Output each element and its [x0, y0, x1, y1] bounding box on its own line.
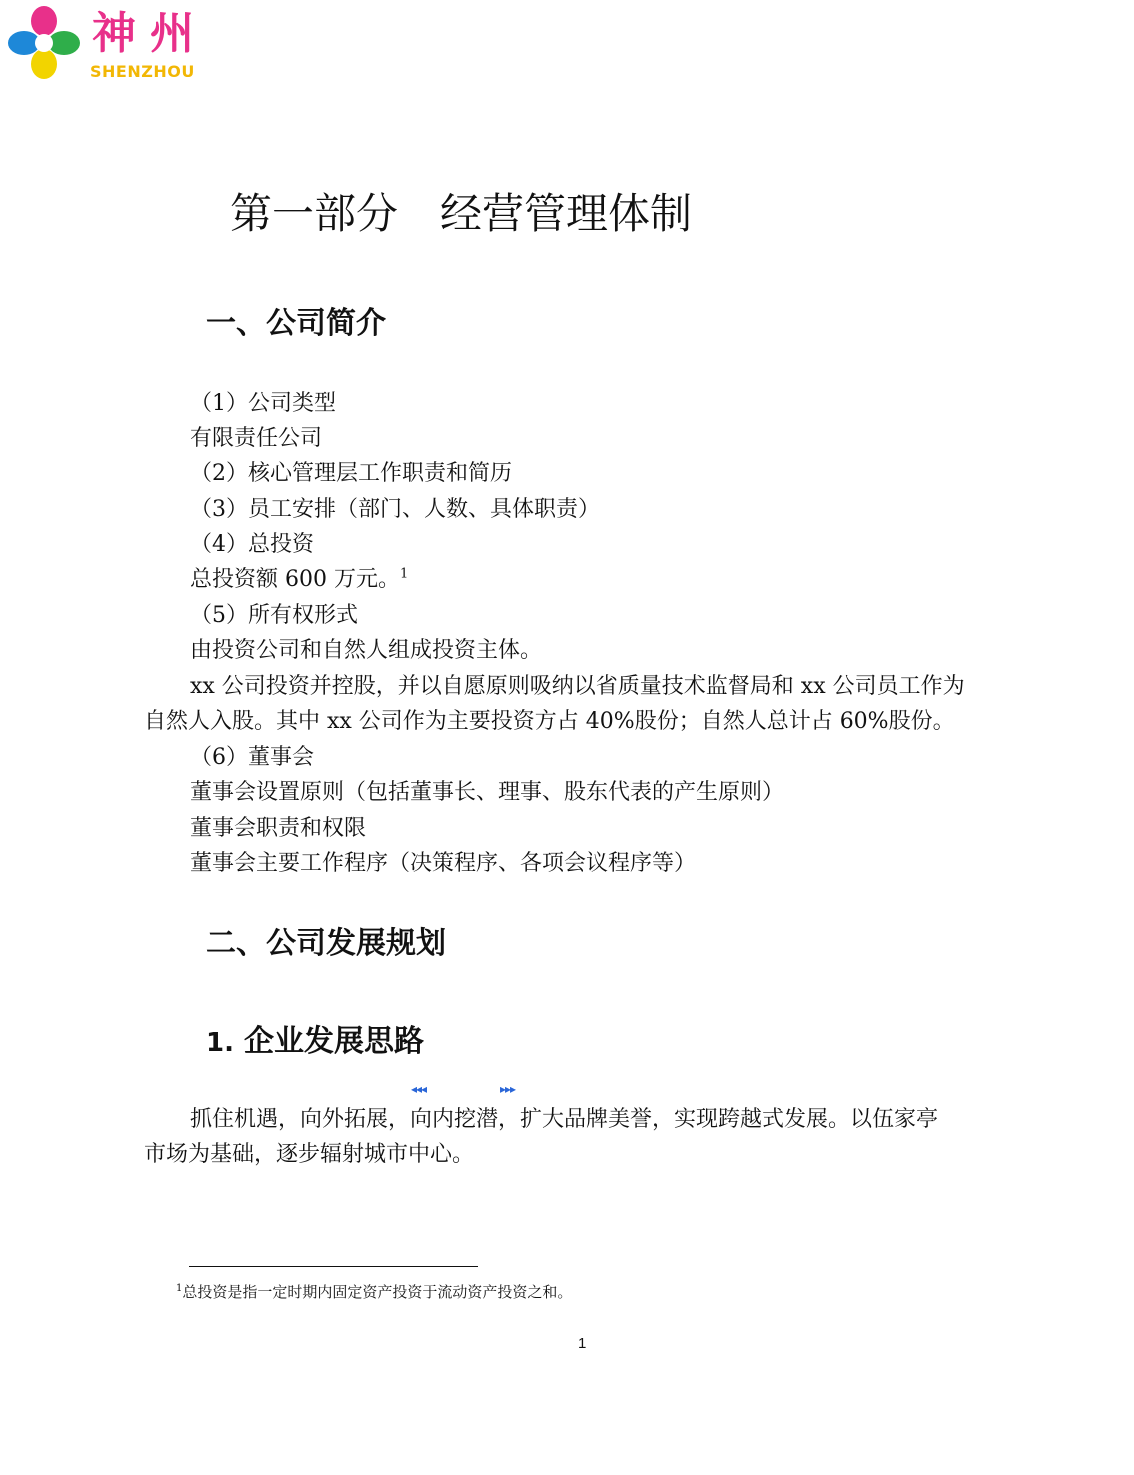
section-heading-company-intro: 一、公司简介 — [206, 306, 386, 341]
item-ownership-form: （5）所有权形式 — [190, 603, 358, 628]
text-board-duties: 董事会职责和权限 — [190, 816, 367, 841]
page-number: 1 — [578, 1335, 587, 1352]
text-development-para-line-1: 抓住机遇，向外拓展，向内挖潜，扩大品牌美誉，实现跨越式发展。以伍家亭 — [190, 1107, 939, 1132]
item-core-management: （2）核心管理层工作职责和简历 — [190, 461, 512, 486]
investment-amount-text: 总投资额 600 万元。 — [190, 567, 400, 592]
text-total-investment-value — [190, 562, 408, 597]
text-board-principles: 董事会设置原则（包括董事长、理事、股东代表的产生原则） — [190, 780, 785, 805]
footnote-mark: 1 — [176, 1283, 183, 1294]
text-board-procedures: 董事会主要工作程序（决策程序、各项会议程序等） — [190, 851, 697, 876]
text-development-para-line-2: 市场为基础，逐步辐射城市中心。 — [144, 1142, 475, 1167]
section-heading-development-plan: 二、公司发展规划 — [206, 926, 446, 961]
subsection-number: 1. — [206, 1028, 234, 1058]
text-ownership-value: 由投资公司和自然人组成投资主体。 — [190, 638, 543, 663]
item-total-investment: （4）总投资 — [190, 532, 314, 557]
footnote-reference[interactable]: 1 — [399, 566, 409, 582]
text-company-type-value: 有限责任公司 — [190, 426, 323, 451]
logo-chinese-text: 神州 — [92, 8, 208, 59]
footnote — [176, 1282, 572, 1302]
subsection-title: 企业发展思路 — [243, 1024, 424, 1059]
subsection-heading-development-idea — [206, 1022, 424, 1063]
text-shareholding-line-2: 自然人入股。其中 xx 公司作为主要投资方占 40%股份；自然人总计占 60%股份。 — [144, 709, 955, 734]
logo-english-text: SHENZHOU — [90, 62, 195, 81]
next-page-arrows-icon[interactable]: ▸▸▸ — [500, 1082, 516, 1096]
page-title: 第一部分 经营管理体制 — [230, 189, 693, 238]
item-board: （6）董事会 — [190, 745, 314, 770]
footnote-text: 总投资是指一定时期内固定资产投资于流动资产投资之和。 — [182, 1283, 573, 1301]
item-company-type: （1）公司类型 — [190, 391, 336, 416]
flower-logo-icon — [4, 4, 84, 82]
footnote-separator — [189, 1266, 478, 1267]
item-staff-arrangement: （3）员工安排（部门、人数、具体职责） — [190, 497, 600, 522]
company-logo — [4, 4, 210, 82]
text-shareholding-line-1: xx 公司投资并控股，并以自愿原则吸纳以省质量技术监督局和 xx 公司员工作为 — [190, 674, 965, 699]
previous-page-arrows-icon[interactable]: ◂◂◂ — [411, 1082, 427, 1096]
